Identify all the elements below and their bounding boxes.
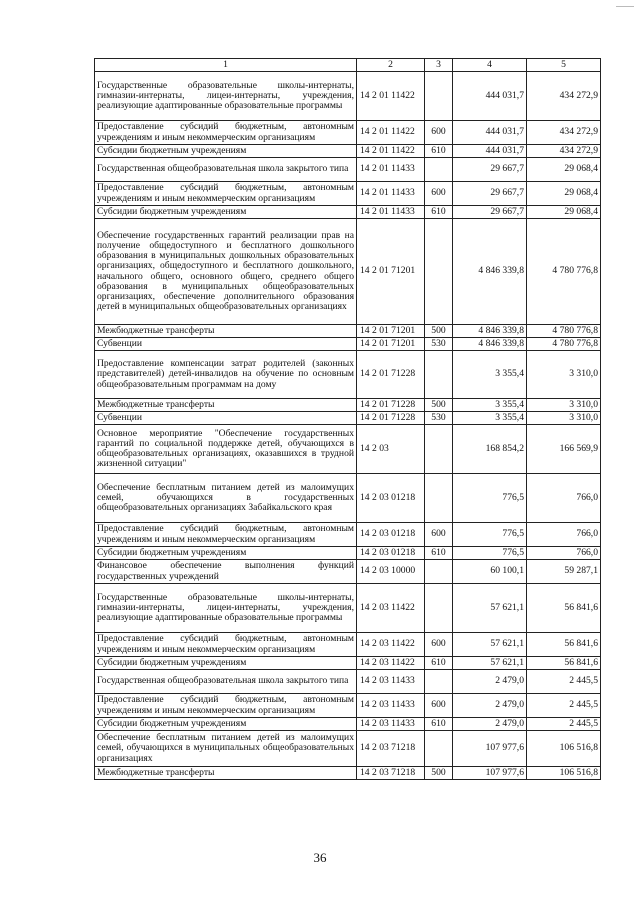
row-value-col5-cell: 4 780 776,8 <box>527 219 601 325</box>
table-row <box>95 657 601 670</box>
table-row <box>95 718 601 731</box>
row-expense-type-cell <box>425 474 453 523</box>
row-value-col4-cell: 107 977,6 <box>453 731 527 767</box>
row-code-cell: 14 2 01 71228 <box>357 412 425 425</box>
row-name-cell: Обеспечение бесплатным питанием детей из малоимущих семей, обучающихся в муниципальных общеобразовательных организациях <box>95 731 357 767</box>
row-value-col4-cell: 444 031,7 <box>453 72 527 121</box>
row-code-cell: 14 2 03 <box>357 425 425 474</box>
budget-table <box>94 58 601 780</box>
row-value-col5-cell: 166 569,9 <box>527 425 601 474</box>
row-value-col4-cell: 107 977,6 <box>453 767 527 780</box>
row-value-col5-cell: 29 068,4 <box>527 158 601 182</box>
row-expense-type-cell: 600 <box>425 121 453 145</box>
table-row <box>95 767 601 780</box>
row-code-cell: 14 2 03 01218 <box>357 547 425 560</box>
row-code-cell: 14 2 01 11433 <box>357 182 425 206</box>
row-value-col5-cell: 56 841,6 <box>527 584 601 633</box>
table-row <box>95 560 601 584</box>
row-code-cell: 14 2 03 11433 <box>357 718 425 731</box>
row-name-cell: Предоставление субсидий бюджетным, автономным учреждениям и иным некоммерческим организациям <box>95 633 357 657</box>
row-name-cell: Предоставление субсидий бюджетным, автономным учреждениям и иным некоммерческим организациям <box>95 121 357 145</box>
row-code-cell: 14 2 01 71201 <box>357 338 425 351</box>
row-name-cell: Межбюджетные трансферты <box>95 767 357 780</box>
row-expense-type-cell <box>425 425 453 474</box>
row-code-cell: 14 2 01 11433 <box>357 158 425 182</box>
row-value-col4-cell: 3 355,4 <box>453 399 527 412</box>
table-row <box>95 694 601 718</box>
row-value-col4-cell: 3 355,4 <box>453 351 527 399</box>
row-code-cell: 14 2 03 10000 <box>357 560 425 584</box>
row-name-cell: Субвенции <box>95 412 357 425</box>
table-row <box>95 731 601 767</box>
table-row <box>95 474 601 523</box>
row-value-col5-cell: 766,0 <box>527 474 601 523</box>
table-body <box>95 72 601 780</box>
row-code-cell: 14 2 03 11433 <box>357 670 425 694</box>
row-name-cell: Государственные образовательные школы-интернаты, гимназии-интернаты, лицеи-интернаты, учреждения, реализующие адаптированные образовательные программы <box>95 584 357 633</box>
row-name-cell: Обеспечение государственных гарантий реализации прав на получение общедоступного и бесплатного дошкольного образования в муниципальных дошкольных образовательных организациях, общедоступного и бесплатного дошкольного, начального общего, основного общего, среднего общего образования в муниципальных общеобразовательных организациях, обеспечение дополнительного образования детей в муниципальных общеобразовательных организациях <box>95 219 357 325</box>
table-row <box>95 325 601 338</box>
table-row <box>95 121 601 145</box>
row-value-col4-cell: 776,5 <box>453 474 527 523</box>
row-value-col5-cell: 3 310,0 <box>527 399 601 412</box>
row-value-col4-cell: 776,5 <box>453 547 527 560</box>
table-row <box>95 145 601 158</box>
row-expense-type-cell <box>425 219 453 325</box>
row-value-col4-cell: 2 479,0 <box>453 694 527 718</box>
row-value-col4-cell: 4 846 339,8 <box>453 219 527 325</box>
row-code-cell: 14 2 03 01218 <box>357 523 425 547</box>
row-value-col5-cell: 106 516,8 <box>527 767 601 780</box>
row-value-col5-cell: 2 445,5 <box>527 694 601 718</box>
row-expense-type-cell <box>425 351 453 399</box>
row-code-cell: 14 2 01 11433 <box>357 206 425 219</box>
row-name-cell: Предоставление субсидий бюджетным, автономным учреждениям и иным некоммерческим организациям <box>95 182 357 206</box>
table-row <box>95 182 601 206</box>
row-expense-type-cell <box>425 584 453 633</box>
row-value-col4-cell: 444 031,7 <box>453 121 527 145</box>
row-name-cell: Государственная общеобразовательная школа закрытого типа <box>95 670 357 694</box>
corner-scan-mark <box>616 6 634 7</box>
row-value-col5-cell: 766,0 <box>527 547 601 560</box>
table-row <box>95 338 601 351</box>
table-row <box>95 523 601 547</box>
table-row <box>95 72 601 121</box>
row-value-col4-cell: 29 667,7 <box>453 158 527 182</box>
row-value-col4-cell: 57 621,1 <box>453 657 527 670</box>
row-expense-type-cell: 600 <box>425 523 453 547</box>
row-name-cell: Финансовое обеспечение выполнения функций государственных учреждений <box>95 560 357 584</box>
row-expense-type-cell: 500 <box>425 325 453 338</box>
row-code-cell: 14 2 01 71201 <box>357 325 425 338</box>
row-value-col5-cell: 29 068,4 <box>527 206 601 219</box>
row-value-col5-cell: 2 445,5 <box>527 670 601 694</box>
row-expense-type-cell: 600 <box>425 182 453 206</box>
row-value-col5-cell: 766,0 <box>527 523 601 547</box>
table-row <box>95 351 601 399</box>
row-expense-type-cell: 600 <box>425 694 453 718</box>
row-code-cell: 14 2 03 11422 <box>357 657 425 670</box>
row-name-cell: Субсидии бюджетным учреждениям <box>95 547 357 560</box>
row-value-col5-cell: 56 841,6 <box>527 633 601 657</box>
row-value-col4-cell: 60 100,1 <box>453 560 527 584</box>
row-expense-type-cell: 530 <box>425 338 453 351</box>
row-value-col4-cell: 57 621,1 <box>453 633 527 657</box>
header-col-3: 3 <box>425 59 453 72</box>
row-expense-type-cell: 500 <box>425 767 453 780</box>
row-value-col5-cell: 3 310,0 <box>527 412 601 425</box>
row-name-cell: Предоставление субсидий бюджетным, автономным учреждениям и иным некоммерческим организациям <box>95 523 357 547</box>
row-value-col5-cell: 4 780 776,8 <box>527 338 601 351</box>
row-expense-type-cell: 610 <box>425 206 453 219</box>
table-row <box>95 670 601 694</box>
row-name-cell: Обеспечение бесплатным питанием детей из малоимущих семей, обучающихся в государственных общеобразовательных организациях Забайкальского края <box>95 474 357 523</box>
row-code-cell: 14 2 01 71228 <box>357 399 425 412</box>
row-expense-type-cell <box>425 670 453 694</box>
row-value-col5-cell: 434 272,9 <box>527 145 601 158</box>
table-header-row <box>95 59 601 72</box>
row-expense-type-cell: 610 <box>425 718 453 731</box>
row-value-col4-cell: 444 031,7 <box>453 145 527 158</box>
row-value-col5-cell: 56 841,6 <box>527 657 601 670</box>
row-value-col5-cell: 2 445,5 <box>527 718 601 731</box>
row-expense-type-cell <box>425 731 453 767</box>
row-value-col5-cell: 3 310,0 <box>527 351 601 399</box>
row-value-col5-cell: 434 272,9 <box>527 72 601 121</box>
row-value-col5-cell: 434 272,9 <box>527 121 601 145</box>
row-code-cell: 14 2 03 11422 <box>357 633 425 657</box>
row-name-cell: Субсидии бюджетным учреждениям <box>95 145 357 158</box>
row-name-cell: Субсидии бюджетным учреждениям <box>95 718 357 731</box>
row-value-col5-cell: 4 780 776,8 <box>527 325 601 338</box>
row-code-cell: 14 2 01 11422 <box>357 72 425 121</box>
row-expense-type-cell: 530 <box>425 412 453 425</box>
table-row <box>95 219 601 325</box>
table-row <box>95 584 601 633</box>
row-expense-type-cell <box>425 560 453 584</box>
row-expense-type-cell: 500 <box>425 399 453 412</box>
row-name-cell: Государственная общеобразовательная школа закрытого типа <box>95 158 357 182</box>
row-value-col5-cell: 29 068,4 <box>527 182 601 206</box>
row-expense-type-cell: 600 <box>425 633 453 657</box>
row-code-cell: 14 2 03 71218 <box>357 731 425 767</box>
row-value-col4-cell: 776,5 <box>453 523 527 547</box>
row-name-cell: Субвенции <box>95 338 357 351</box>
row-expense-type-cell <box>425 158 453 182</box>
row-code-cell: 14 2 01 11422 <box>357 121 425 145</box>
row-name-cell: Субсидии бюджетным учреждениям <box>95 206 357 219</box>
row-value-col4-cell: 57 621,1 <box>453 584 527 633</box>
row-code-cell: 14 2 03 01218 <box>357 474 425 523</box>
table-row <box>95 206 601 219</box>
row-name-cell: Основное мероприятие "Обеспечение государственных гарантий по социальной поддержке детей, обучающихся в общеобразовательных организациях, оказавшихся в трудной жизненной ситуации" <box>95 425 357 474</box>
row-value-col5-cell: 106 516,8 <box>527 731 601 767</box>
row-code-cell: 14 2 03 11422 <box>357 584 425 633</box>
row-expense-type-cell: 610 <box>425 547 453 560</box>
table-row <box>95 425 601 474</box>
row-code-cell: 14 2 03 71218 <box>357 767 425 780</box>
row-value-col4-cell: 3 355,4 <box>453 412 527 425</box>
row-value-col5-cell: 59 287,1 <box>527 560 601 584</box>
row-name-cell: Межбюджетные трансферты <box>95 399 357 412</box>
row-expense-type-cell: 610 <box>425 145 453 158</box>
header-col-5: 5 <box>527 59 601 72</box>
row-name-cell: Предоставление субсидий бюджетным, автономным учреждениям и иным некоммерческим организациям <box>95 694 357 718</box>
table-row <box>95 158 601 182</box>
row-expense-type-cell: 610 <box>425 657 453 670</box>
table-row <box>95 547 601 560</box>
table-row <box>95 399 601 412</box>
page-number: 36 <box>313 850 327 865</box>
row-code-cell: 14 2 01 71228 <box>357 351 425 399</box>
row-code-cell: 14 2 01 11422 <box>357 145 425 158</box>
row-code-cell: 14 2 01 71201 <box>357 219 425 325</box>
row-value-col4-cell: 4 846 339,8 <box>453 338 527 351</box>
row-value-col4-cell: 2 479,0 <box>453 718 527 731</box>
row-name-cell: Государственные образовательные школы-интернаты, гимназии-интернаты, лицеи-интернаты, учреждения, реализующие адаптированные образовательные программы <box>95 72 357 121</box>
row-expense-type-cell <box>425 72 453 121</box>
header-col-2: 2 <box>357 59 425 72</box>
row-value-col4-cell: 29 667,7 <box>453 206 527 219</box>
row-value-col4-cell: 4 846 339,8 <box>453 325 527 338</box>
header-col-1: 1 <box>95 59 357 72</box>
row-code-cell: 14 2 03 11433 <box>357 694 425 718</box>
row-name-cell: Межбюджетные трансферты <box>95 325 357 338</box>
row-value-col4-cell: 2 479,0 <box>453 670 527 694</box>
row-value-col4-cell: 29 667,7 <box>453 182 527 206</box>
table-row <box>95 412 601 425</box>
table-row <box>95 633 601 657</box>
row-name-cell: Предоставление компенсации затрат родителей (законных представителей) детей-инвалидов на обучение по основным общеобразовательным программам на дому <box>95 351 357 399</box>
row-value-col4-cell: 168 854,2 <box>453 425 527 474</box>
row-name-cell: Субсидии бюджетным учреждениям <box>95 657 357 670</box>
header-col-4: 4 <box>453 59 527 72</box>
